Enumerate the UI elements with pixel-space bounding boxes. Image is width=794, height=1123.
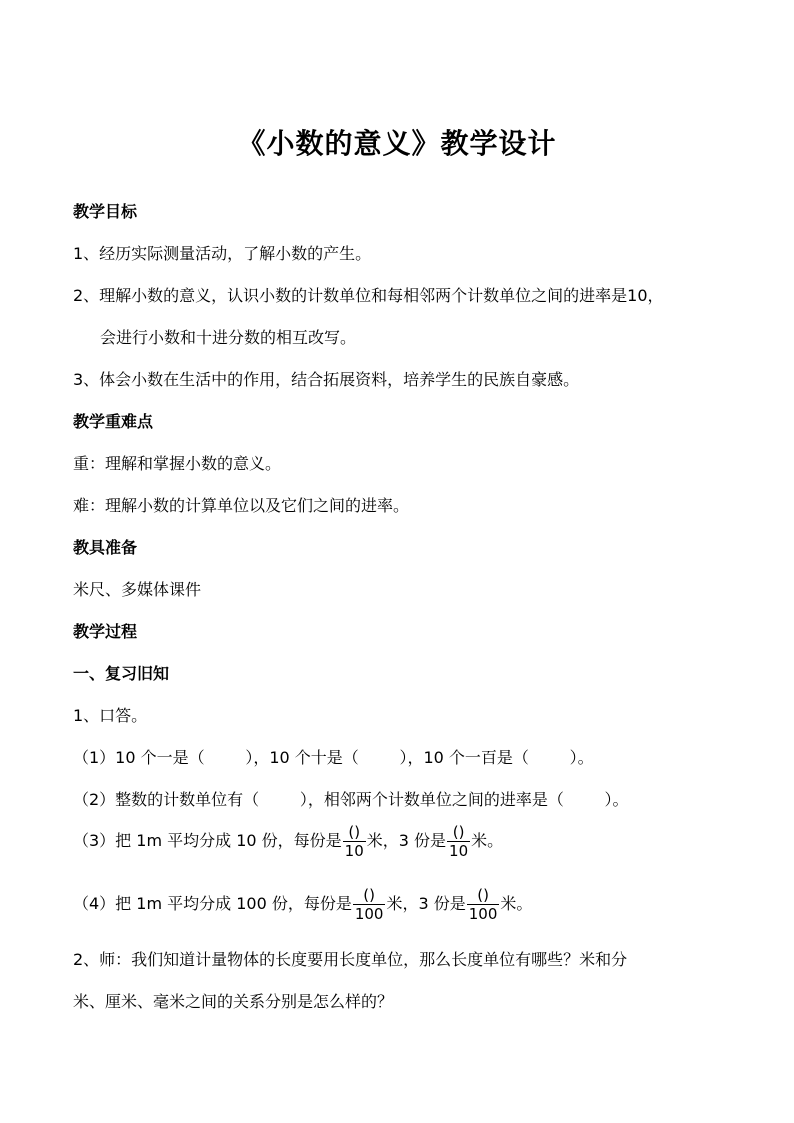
fraction-numerator: (): [363, 886, 376, 904]
goal-item-1: 1、经历实际测量活动，了解小数的产生。: [73, 244, 372, 263]
key-point-important: 重：理解和掌握小数的意义。: [73, 454, 282, 473]
goals-heading: 教学目标: [73, 202, 138, 221]
goal-item-3: 3、体会小数在生活中的作用，结合拓展资料，培养学生的民族自豪感。: [73, 370, 580, 389]
fraction-denominator: 100: [468, 905, 498, 923]
fraction-denominator: 100: [354, 905, 384, 923]
question-4-mid: 米，3 份是: [386, 894, 466, 913]
question-3-mid: 米，3 份是: [366, 831, 447, 850]
fraction-tenth-1: [343, 823, 366, 860]
document-title: 《小数的意义》教学设计: [237, 127, 557, 160]
fraction-numerator: (): [477, 886, 489, 904]
fraction-denominator: 10: [344, 842, 364, 860]
materials-text: 米尺、多媒体课件: [73, 580, 202, 599]
question-2: （2）整数的计数单位有（ ），相邻两个计数单位之间的进率是（ ）。: [73, 790, 629, 809]
fraction-numerator: (): [452, 823, 465, 841]
fraction-hundredth-1: [353, 886, 386, 923]
fraction-hundredth-2: [467, 886, 500, 923]
goal-item-2-continued: 会进行小数和十进分数的相互改写。: [100, 328, 357, 347]
goal-item-2: 2、理解小数的意义，认识小数的计数单位和每相邻两个计数单位之间的进率是10，: [73, 286, 664, 305]
fraction-denominator: 10: [449, 842, 469, 860]
teacher-question-line-2: 米、厘米、毫米之间的关系分别是怎么样的？: [73, 992, 394, 1011]
key-point-difficult: 难：理解小数的计算单位以及它们之间的进率。: [73, 496, 410, 515]
question-3-prefix: （3）把 1m 平均分成 10 份，每份是: [73, 831, 342, 850]
question-3: [73, 822, 503, 860]
oral-question-label: 1、口答。: [73, 706, 148, 725]
key-points-heading: 教学重难点: [73, 412, 154, 431]
question-3-suffix: 米。: [471, 831, 504, 850]
question-4-prefix: （4）把 1m 平均分成 100 份，每份是: [73, 894, 352, 913]
teacher-question-line-1: 2、师：我们知道计量物体的长度要用长度单位，那么长度单位有哪些？米和分: [73, 950, 628, 969]
fraction-tenth-2: [447, 823, 470, 860]
fraction-numerator: (): [348, 823, 361, 841]
materials-heading: 教具准备: [73, 538, 138, 557]
question-4: [73, 885, 532, 923]
process-heading: 教学过程: [73, 622, 138, 641]
question-1: （1）10 个一是（ ），10 个十是（ ），10 个一百是（ ）。: [73, 748, 594, 767]
section-review-heading: 一、复习旧知: [73, 664, 170, 683]
question-4-suffix: 米。: [500, 894, 533, 913]
